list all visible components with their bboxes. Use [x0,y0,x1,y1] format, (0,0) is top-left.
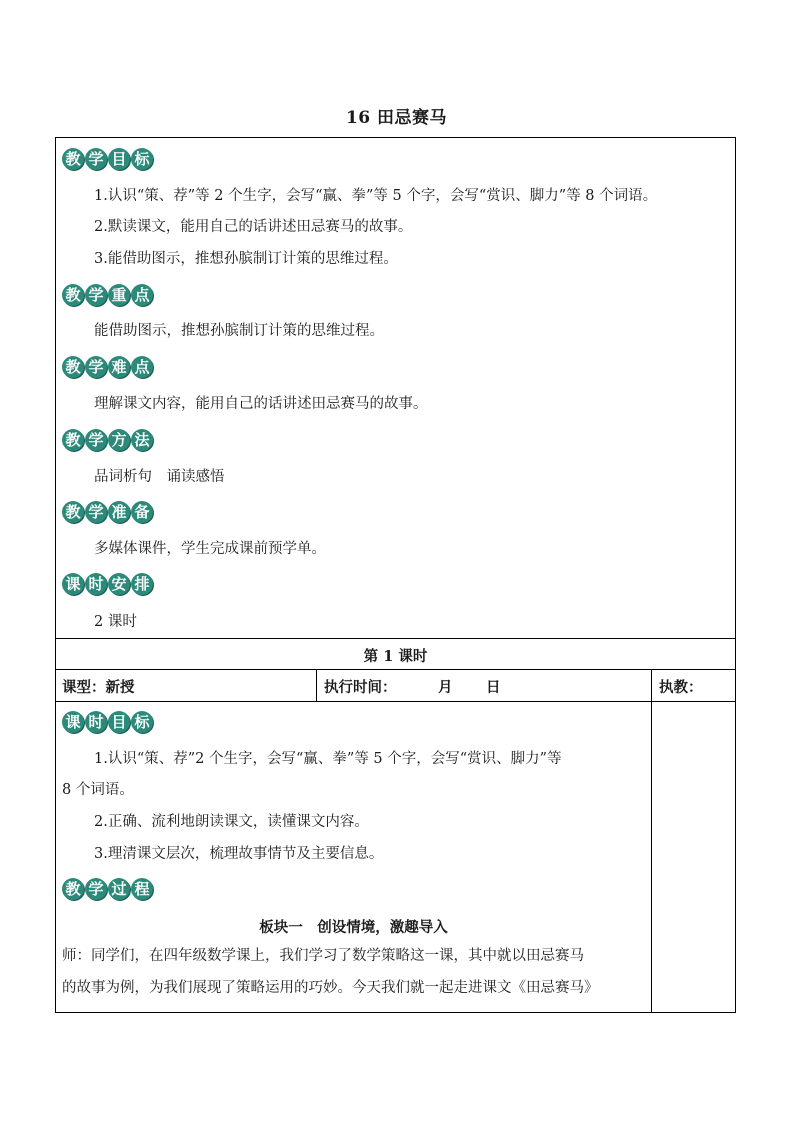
divider [56,638,735,639]
section-heading-lesson-goals: 课 时 目 标 [62,711,153,733]
lesson-header: 第 1 课时 [363,648,428,665]
exec-time-label: 执行时间： [324,679,397,696]
section-heading-goals: 教 学 目 标 [62,148,153,170]
key-points-text: 能借助图示，推想孙膑制订计策的思维过程。 [94,323,384,339]
divider [56,701,735,702]
section-heading-difficulties: 教 学 难 点 [62,356,153,378]
schedule-text: 2 课时 [94,614,137,630]
section-heading-key-points: 教 学 重 点 [62,284,153,306]
section-heading-methods: 教 学 方 法 [62,429,153,451]
goal-item: 2.默读课文，能用自己的话讲述田忌赛马的故事。 [94,219,413,235]
lesson-type-label: 课型：新授 [62,679,135,696]
lesson-goal-item: 1.认识“策、荐”2 个生字，会写“赢、拳”等 5 个字，会写“赏识、脚力”等 [94,751,562,767]
difficulties-text: 理解课文内容，能用自己的话讲述田忌赛马的故事。 [94,396,428,412]
divider [56,669,735,670]
preparation-text: 多媒体课件，学生完成课前预学单。 [94,541,326,557]
block-title: 板块一 创设情境，激趣导入 [259,919,448,936]
lesson-plan-table [55,137,736,1013]
divider [651,669,652,1013]
methods-text: 品词析句 诵读感悟 [94,469,225,485]
goal-item: 3.能借助图示，推想孙膑制订计策的思维过程。 [94,251,398,267]
lesson-goal-item: 8 个词语。 [62,782,134,798]
divider [316,669,317,701]
lesson-goal-item: 2.正确、流利地朗读课文，读懂课文内容。 [94,814,369,830]
section-heading-preparation: 教 学 准 备 [62,501,153,523]
teacher-label: 执教： [659,679,703,696]
lesson-goal-item: 3.理清课文层次，梳理故事情节及主要信息。 [94,846,384,862]
page-title: 16 田忌赛马 [345,108,448,128]
month-label: 月 [438,679,453,696]
section-heading-schedule: 课 时 安 排 [62,573,153,595]
day-label: 日 [486,679,501,696]
process-line: 的故事为例，为我们展现了策略运用的巧妙。今天我们就一起走进课文《田忌赛马》 [62,980,599,996]
process-line: 师：同学们，在四年级数学课上，我们学习了数学策略这一课，其中就以田忌赛马 [62,948,584,964]
section-heading-process: 教 学 过 程 [62,878,153,900]
goal-item: 1.认识“策、荐”等 2 个生字，会写“赢、拳”等 5 个字，会写“赏识、脚力”等 8 个词语。 [94,188,658,204]
